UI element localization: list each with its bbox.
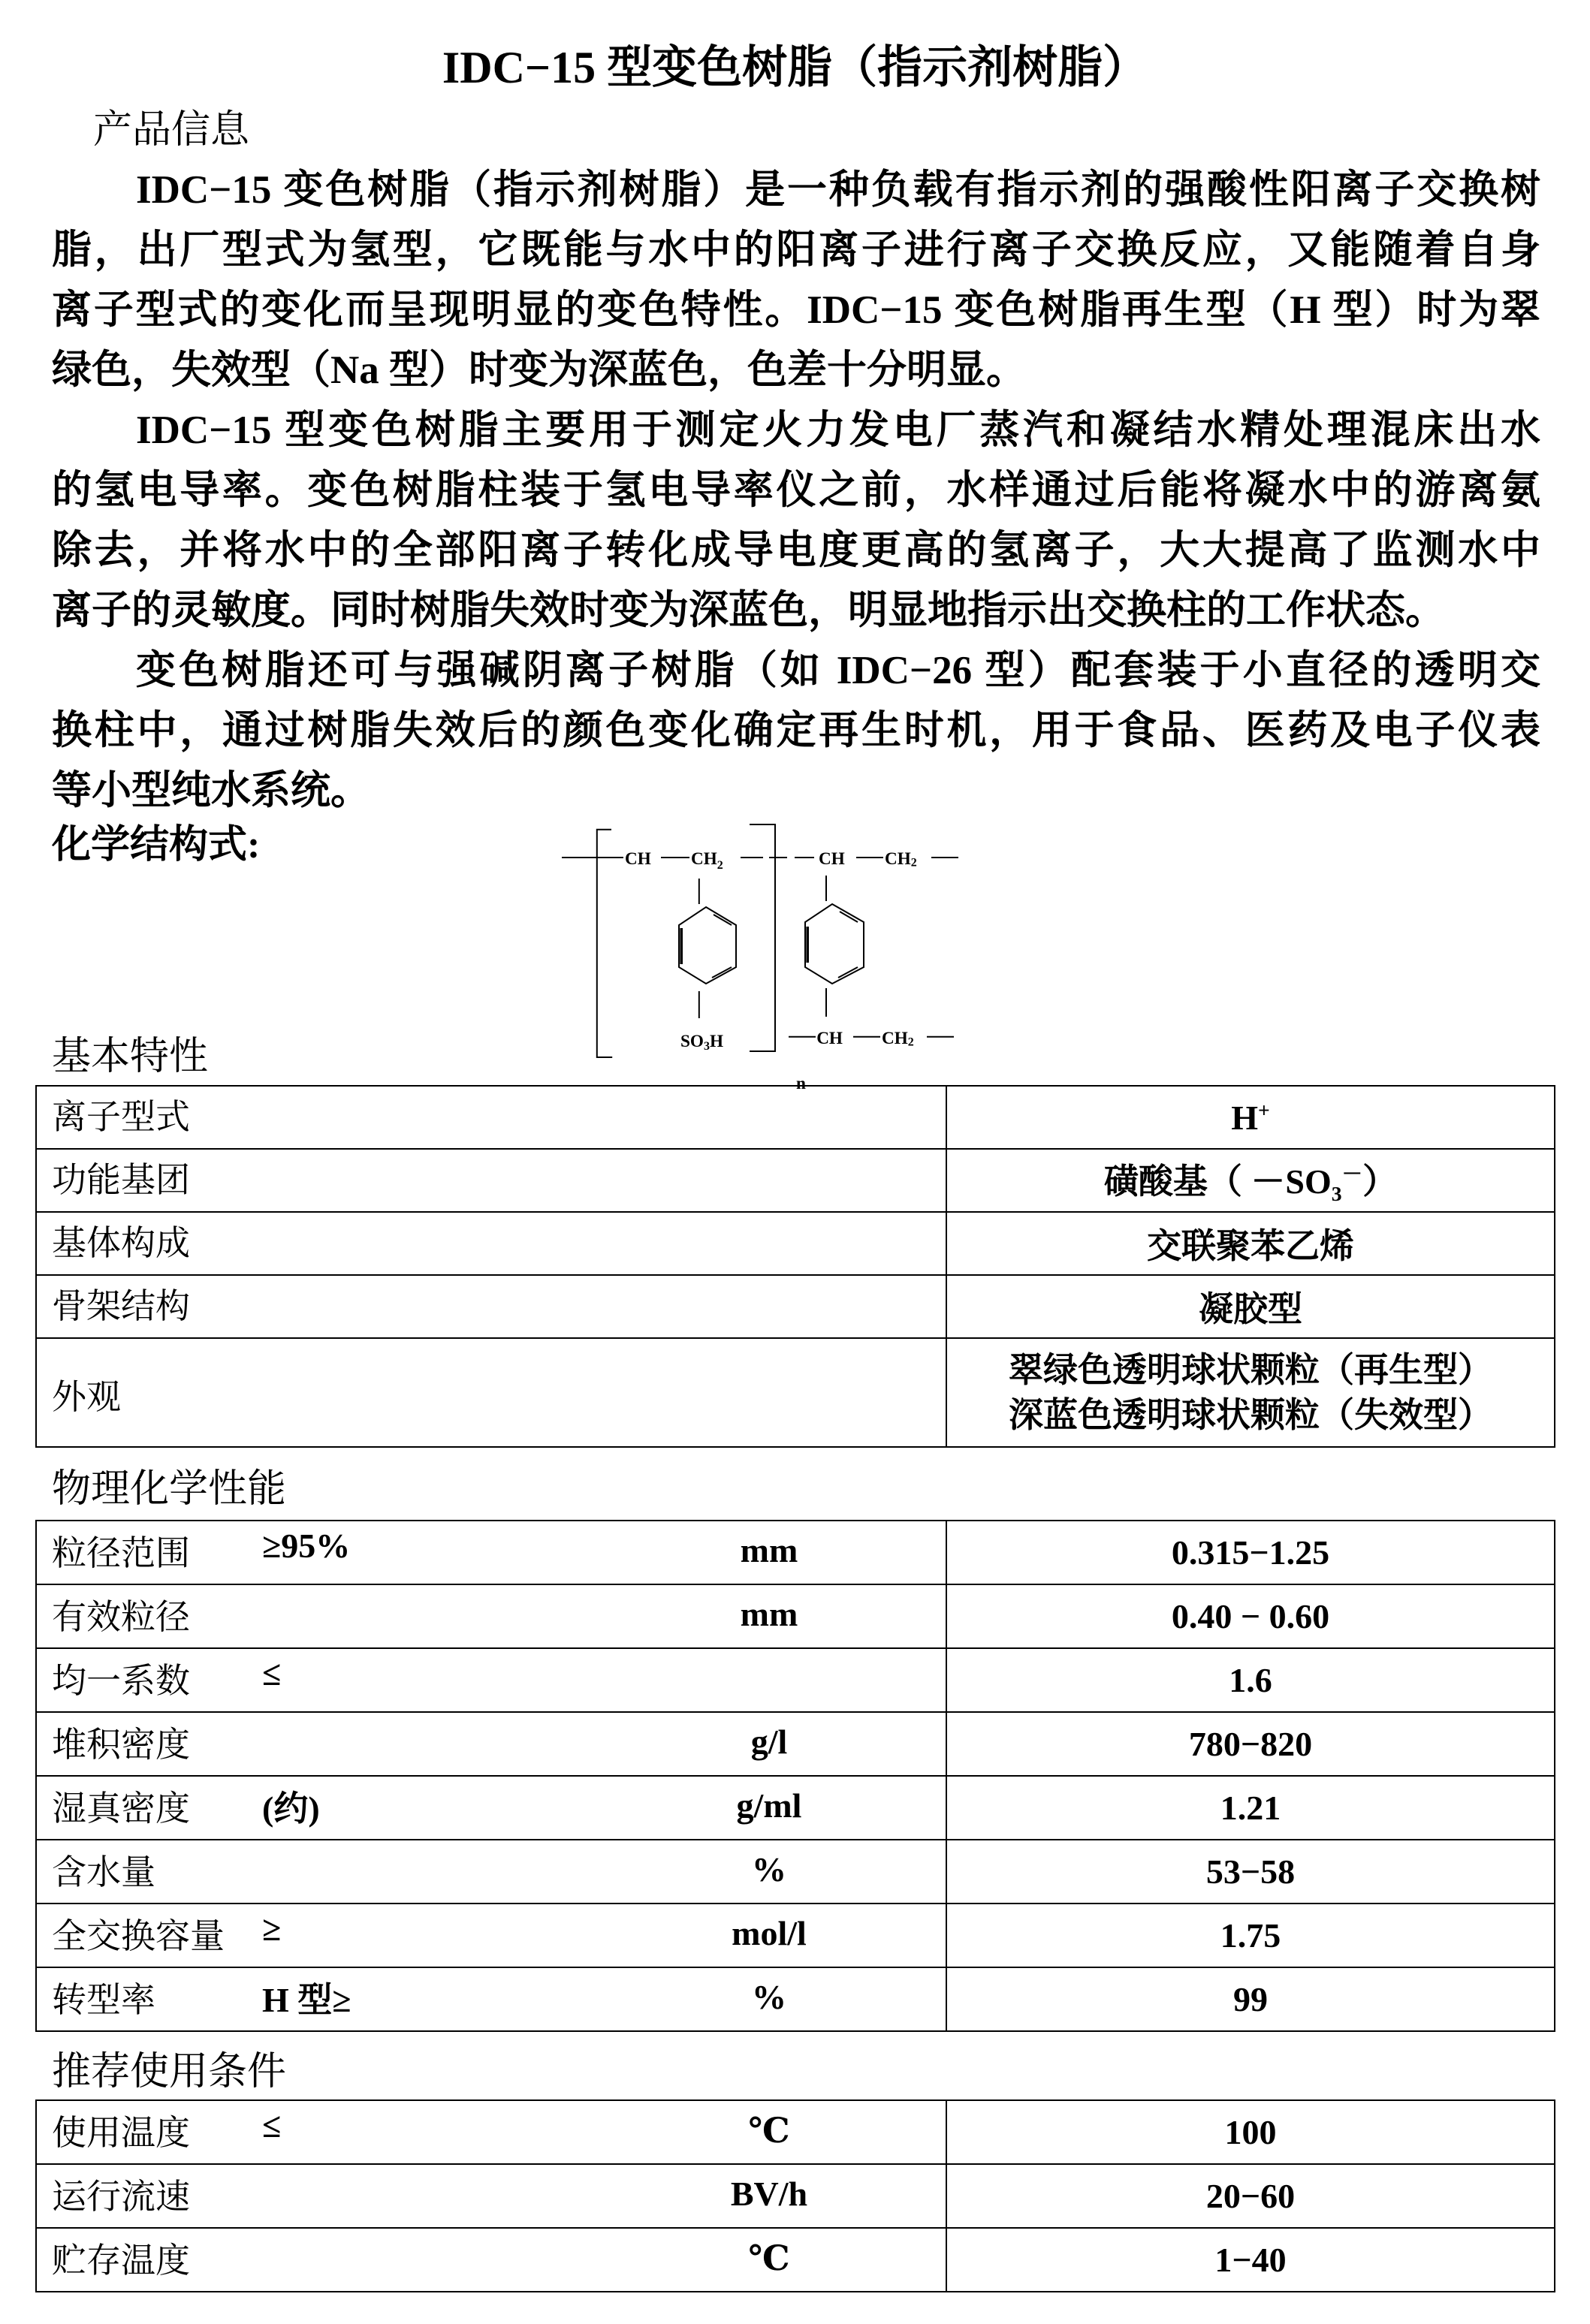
property-label-cell: [36, 1840, 946, 1904]
value-text: 深蓝色透明球状颗粒（失效型）: [1009, 1395, 1492, 1434]
section-heading-physical: 物理化学性能: [52, 1468, 287, 1511]
property-value: 99: [946, 1967, 1555, 2031]
table-row: [36, 1904, 1555, 1967]
property-label: 外观: [36, 1338, 946, 1447]
table-row: [36, 1967, 1555, 2031]
paragraph-line: 绿色，失效型（Na 型）时变为深蓝色，色差十分明显。: [52, 348, 1027, 392]
paragraph-line: 的氢电导率。变色树脂柱装于氢电导率仪之前，水样通过后能将凝水中的游离氨: [52, 469, 1540, 512]
table-row: [36, 1212, 1555, 1275]
property-unit: g/ml: [736, 1786, 802, 1825]
property-value: 1−40: [946, 2228, 1555, 2292]
physical-properties-table: [35, 1520, 1555, 2032]
property-qualifier: ≤: [262, 2106, 282, 2145]
property-label: 粒径范围: [52, 1534, 190, 1572]
value-text: 磺酸基（ －SO: [1103, 1162, 1332, 1201]
property-label-cell: [36, 1904, 946, 1967]
table-row: [36, 1840, 1555, 1904]
repeat-n-label: n: [796, 1074, 806, 1093]
property-unit: mol/l: [732, 1914, 807, 1952]
property-label: 含水量: [52, 1853, 155, 1891]
property-value: 0.315−1.25: [946, 1521, 1555, 1584]
property-label-cell: [36, 2228, 946, 2292]
section-heading-conditions: 推荐使用条件: [52, 2051, 287, 2093]
property-value: [946, 1149, 1555, 1212]
property-label: 离子型式: [36, 1086, 946, 1149]
property-label: 使用温度: [52, 2114, 190, 2152]
property-value: 1.6: [946, 1648, 1555, 1712]
table-row: [36, 2228, 1555, 2292]
table-row: [36, 1521, 1555, 1584]
section-heading-basic: 基本特性: [52, 1035, 209, 1078]
property-label: 堆积密度: [52, 1726, 190, 1764]
ch2-label: CH2: [882, 1029, 914, 1049]
property-label-cell: [36, 1712, 946, 1776]
paragraph-line: 等小型纯水系统。: [52, 769, 370, 812]
property-value: [946, 1275, 1555, 1338]
property-label: 湿真密度: [52, 1789, 190, 1828]
property-label: 功能基团: [36, 1149, 946, 1212]
section-heading-structure: 化学结构式:: [52, 824, 261, 867]
paragraph-line: 除去，并将水中的全部阳离子转化成导电度更高的氢离子，大大提高了监测水中: [52, 529, 1540, 572]
property-value: 0.40 − 0.60: [946, 1584, 1555, 1648]
page-title: IDC−15 型变色树脂（指示剂树脂）: [442, 43, 1148, 92]
table-row: [36, 2100, 1555, 2164]
superscript: +: [1258, 1098, 1270, 1122]
paragraph-line: 离子的灵敏度。同时树脂失效时变为深蓝色，明显地指示出交换柱的工作状态。: [52, 589, 1445, 632]
property-label-cell: [36, 1521, 946, 1584]
superscript: －: [1341, 1162, 1363, 1186]
property-qualifier: H 型≥: [262, 1981, 351, 2019]
usage-conditions-table: [35, 2099, 1555, 2292]
value-text: 交联聚苯乙烯: [1147, 1227, 1354, 1265]
property-label: 运行流速: [52, 2178, 190, 2216]
ch-label: CH: [816, 1029, 843, 1048]
paragraph-line: IDC−15 变色树脂（指示剂树脂）是一种负载有指示剂的强酸性阳离子交换树: [136, 168, 1540, 212]
property-label-cell: [36, 1648, 946, 1712]
property-qualifier: (约): [262, 1789, 320, 1828]
value-text: ）: [1362, 1162, 1398, 1201]
property-unit: ℃: [748, 2111, 790, 2150]
property-value: [946, 1212, 1555, 1275]
property-value: 100: [946, 2100, 1555, 2164]
subscript: 3: [1331, 1182, 1342, 1206]
property-label-cell: [36, 2164, 946, 2228]
property-unit: g/l: [750, 1723, 788, 1761]
basic-properties-table: [35, 1085, 1555, 1448]
chemical-structure-diagram: [526, 811, 991, 1093]
paragraph-line: 离子型式的变化而呈现明显的变色特性。IDC−15 变色树脂再生型（H 型）时为翠: [52, 288, 1540, 332]
property-value: 780−820: [946, 1712, 1555, 1776]
property-qualifier: ≥95%: [262, 1527, 351, 1565]
section-heading-product-info: 产品信息: [93, 109, 250, 152]
ch2-label: $CH_2$: [691, 849, 723, 872]
property-qualifier: ≥: [262, 1910, 282, 1948]
value-text: 翠绿色透明球状颗粒（再生型）: [1009, 1350, 1492, 1389]
property-label: 转型率: [52, 1981, 155, 2019]
property-label-cell: [36, 2100, 946, 2164]
property-value: [946, 1338, 1555, 1447]
table-row: [36, 1086, 1555, 1149]
property-label: 均一系数: [52, 1662, 190, 1700]
table-row: [36, 1584, 1555, 1648]
property-value: 1.75: [946, 1904, 1555, 1967]
paragraph-line: 脂，出厂型式为氢型，它既能与水中的阳离子进行离子交换反应，又能随着自身: [52, 228, 1540, 272]
property-unit: %: [752, 1850, 786, 1888]
property-label: 骨架结构: [36, 1275, 946, 1338]
ch-label: CH: [819, 849, 845, 870]
product-description: [52, 160, 1540, 821]
property-unit: mm: [740, 1595, 798, 1633]
property-label: 基体构成: [36, 1212, 946, 1275]
paragraph-line: IDC−15 型变色树脂主要用于测定火力发电厂蒸汽和凝结水精处理混床出水: [136, 408, 1540, 452]
property-value: 1.21: [946, 1776, 1555, 1840]
property-qualifier: ≤: [262, 1654, 282, 1693]
property-value: [946, 1086, 1555, 1149]
table-row: [36, 1776, 1555, 1840]
ch2-label: CH2: [885, 849, 917, 870]
property-label-cell: [36, 1776, 946, 1840]
property-value: 20−60: [946, 2164, 1555, 2228]
table-row: [36, 1648, 1555, 1712]
table-row: [36, 2164, 1555, 2228]
table-row: [36, 1338, 1555, 1447]
property-value: 53−58: [946, 1840, 1555, 1904]
paragraph-line: 换柱中，通过树脂失效后的颜色变化确定再生时机，用于食品、医药及电子仪表: [52, 709, 1540, 752]
property-unit: mm: [740, 1531, 798, 1569]
property-label: 贮存温度: [52, 2241, 190, 2280]
paragraph-line: 变色树脂还可与强碱阴离子树脂（如 IDC−26 型）配套装于小直径的透明交: [136, 649, 1540, 692]
property-label-cell: [36, 1967, 946, 2031]
table-row: [36, 1712, 1555, 1776]
property-label-cell: [36, 1584, 946, 1648]
value-text: H: [1231, 1098, 1259, 1137]
value-text: 凝胶型: [1199, 1290, 1302, 1328]
property-label: 有效粒径: [52, 1598, 190, 1636]
property-label: 全交换容量: [52, 1917, 225, 1955]
property-unit: BV/h: [730, 2175, 808, 2213]
table-row: [36, 1149, 1555, 1212]
so3h-label: SO3H: [680, 1032, 723, 1053]
property-unit: ℃: [748, 2239, 790, 2277]
table-row: [36, 1275, 1555, 1338]
ch-label: CH: [625, 849, 651, 870]
property-unit: %: [752, 1978, 786, 2016]
